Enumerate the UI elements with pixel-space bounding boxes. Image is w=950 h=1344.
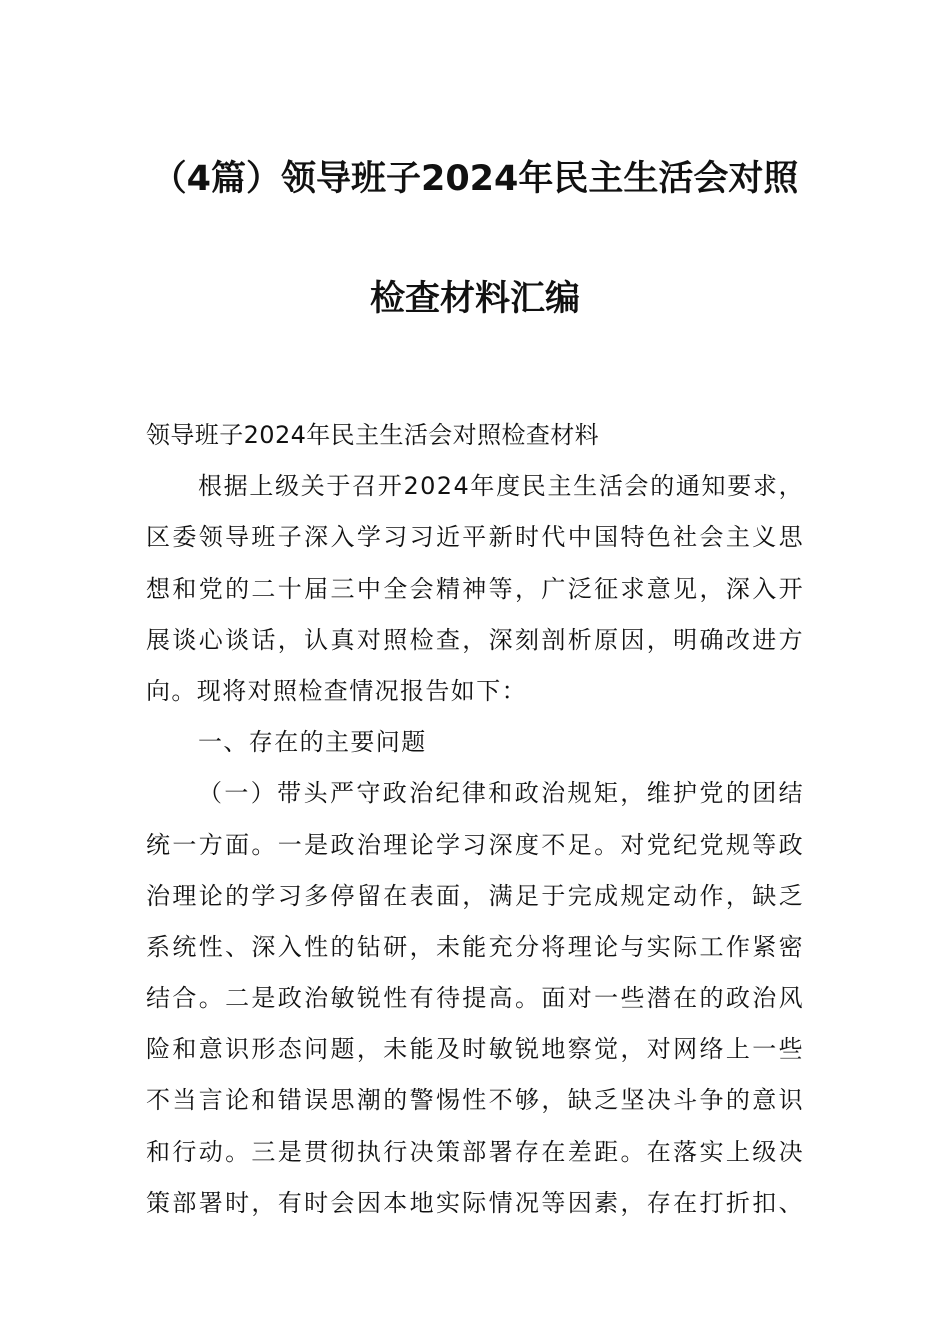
paragraph-2-line-1: （一）带头严守政治纪律和政治规矩，维护党的团结: [198, 779, 804, 808]
paragraph-2-line-5: 结合。二是政治敏锐性有待提高。面对一些潜在的政治风: [146, 984, 804, 1013]
heading-existing-problems: 一、存在的主要问题: [198, 728, 427, 757]
paragraph-1-line-1: 根据上级关于召开2024年度民主生活会的通知要求，: [198, 472, 804, 501]
paragraph-2-line-2: 统一方面。一是政治理论学习深度不足。对党纪党规等政: [146, 830, 804, 859]
paragraph-2-line-3: 治理论的学习多停留在表面，满足于完成规定动作，缺乏: [146, 881, 804, 910]
document-body: [146, 410, 804, 1229]
paragraph-2-line-9: 策部署时，有时会因本地实际情况等因素，存在打折扣、: [146, 1188, 804, 1217]
paragraph-1-line-5: 向。现将对照检查情况报告如下：: [146, 676, 527, 705]
paragraph-2-line-6: 险和意识形态问题，未能及时敏锐地察觉，对网络上一些: [146, 1035, 804, 1064]
section-title: 领导班子2024年民主生活会对照检查材料: [146, 421, 600, 449]
paragraph-2-line-7: 不当言论和错误思潮的警惕性不够，缺乏坚决斗争的意识: [146, 1086, 804, 1115]
document-title-line-1: （4篇）领导班子2024年民主生活会对照: [151, 159, 799, 199]
paragraph-1-line-3: 想和党的二十届三中全会精神等，广泛征求意见，深入开: [146, 574, 804, 603]
paragraph-1-line-4: 展谈心谈话，认真对照检查，深刻剖析原因，明确改进方: [146, 625, 804, 654]
paragraph-2-line-4: 系统性、深入性的钻研，未能充分将理论与实际工作紧密: [146, 932, 804, 961]
paragraph-2-line-8: 和行动。三是贯彻执行决策部署存在差距。在落实上级决: [146, 1137, 804, 1166]
document-title-line-2: 检查材料汇编: [369, 279, 580, 319]
paragraph-1-line-2: 区委领导班子深入学习习近平新时代中国特色社会主义思: [146, 523, 804, 552]
